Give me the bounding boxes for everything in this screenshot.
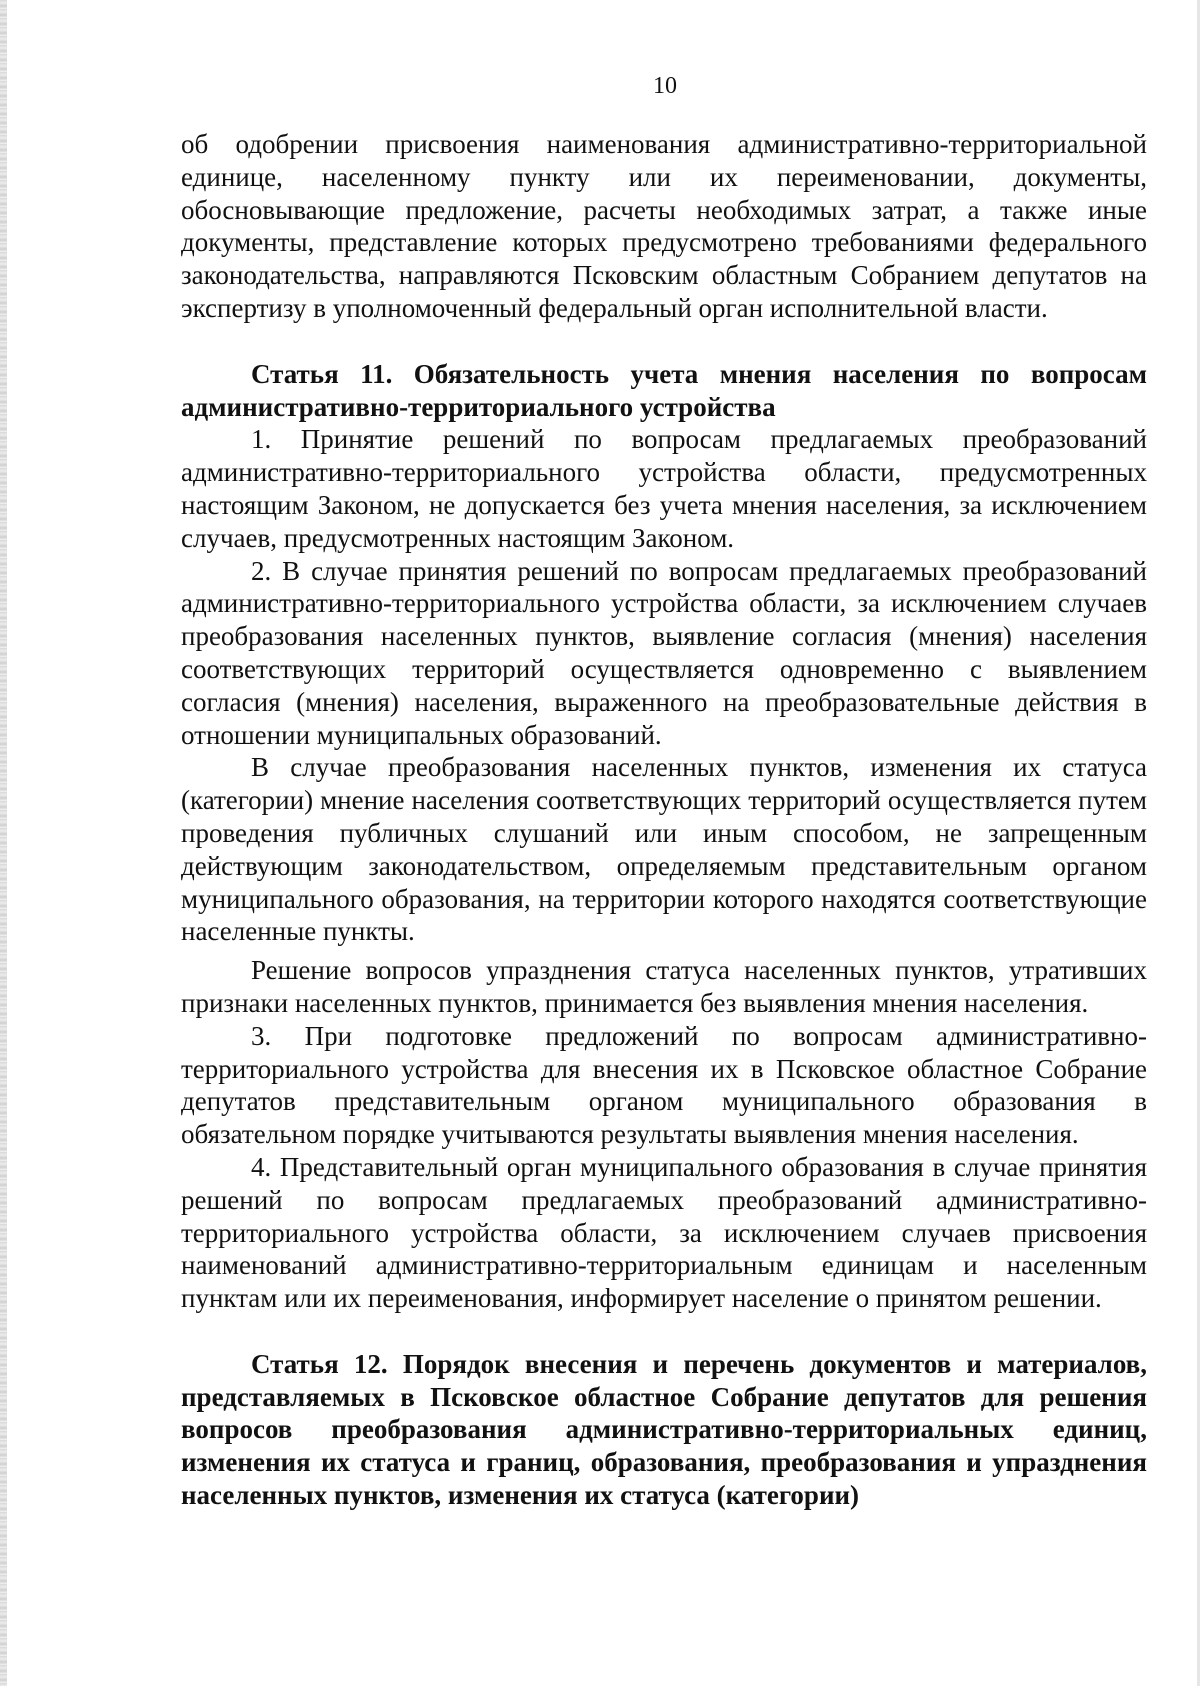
- paragraph-continuation: об одобрении присвоения наименования административно-территориальной единице, населенному пункту или их переименовании, документы, обосновывающие предложение, расчеты необходимых затрат, а также иные документы, представление которых предусмотрено требованиями федерального законодательства, направляются Псковским областным Собранием депутатов на экспертизу в уполномоченный федеральный орган исполнительной власти.: [181, 129, 1147, 323]
- document-body: [181, 128, 1147, 1512]
- article-11-item-4: 4. Представительный орган муниципального образования в случае принятия решений по вопросам предлагаемых преобразований административно-территориального устройства области, за исключением случаев присвоения наименований административно-территориальным единицам и населенным пунктам или их переименования, информирует население о принятом решении.: [181, 1151, 1147, 1314]
- article-11-title: Статья 11. Обязательность учета мнения населения по вопросам административно-территориального устройства: [181, 358, 1147, 422]
- article-11-item-2-paragraph-2: В случае преобразования населенных пунктов, изменения их статуса (категории) мнение населения соответствующих территорий осуществляется путем проведения публичных слушаний или иным способом, не запрещенным действующим законодательством, определяемым представительным органом муниципального образования, на территории которого находятся соответствующие населенные пункты.: [181, 752, 1147, 947]
- article-11-item-3: 3. При подготовке предложений по вопросам административно-территориального устройства для внесения их в Псковское областное Собрание депутатов представительным органом муниципального образования в обязательном порядке учитываются результаты выявления мнения населения.: [181, 1020, 1147, 1150]
- page-number: 10: [653, 73, 677, 99]
- article-12-title: Статья 12. Порядок внесения и перечень документов и материалов, представляемых в Псковское областное Собрание депутатов для решения вопросов преобразования административно-территориальных единиц, изменения их статуса и границ, образования, преобразования и упразднения населенных пунктов, изменения их статуса (категории): [181, 1348, 1147, 1511]
- scan-left-edge: [0, 0, 7, 1686]
- article-11-item-2: 2. В случае принятия решений по вопросам предлагаемых преобразований административно-территориального устройства области, за исключением случаев преобразования населенных пунктов, выявление согласия (мнения) населения соответствующих территорий осуществляется одновременно с выявлением согласия (мнения) населения, выраженного на преобразовательные действия в отношении муниципальных образований.: [181, 555, 1147, 750]
- article-11-item-1: 1. Принятие решений по вопросам предлагаемых преобразований административно-территориального устройства области, предусмотренных настоящим Законом, не допускается без учета мнения населения, за исключением случаев, предусмотренных настоящим Законом.: [181, 424, 1147, 553]
- article-11-item-2-paragraph-3: Решение вопросов упразднения статуса населенных пунктов, утративших признаки населенных пунктов, принимается без выявления мнения населения.: [181, 955, 1147, 1018]
